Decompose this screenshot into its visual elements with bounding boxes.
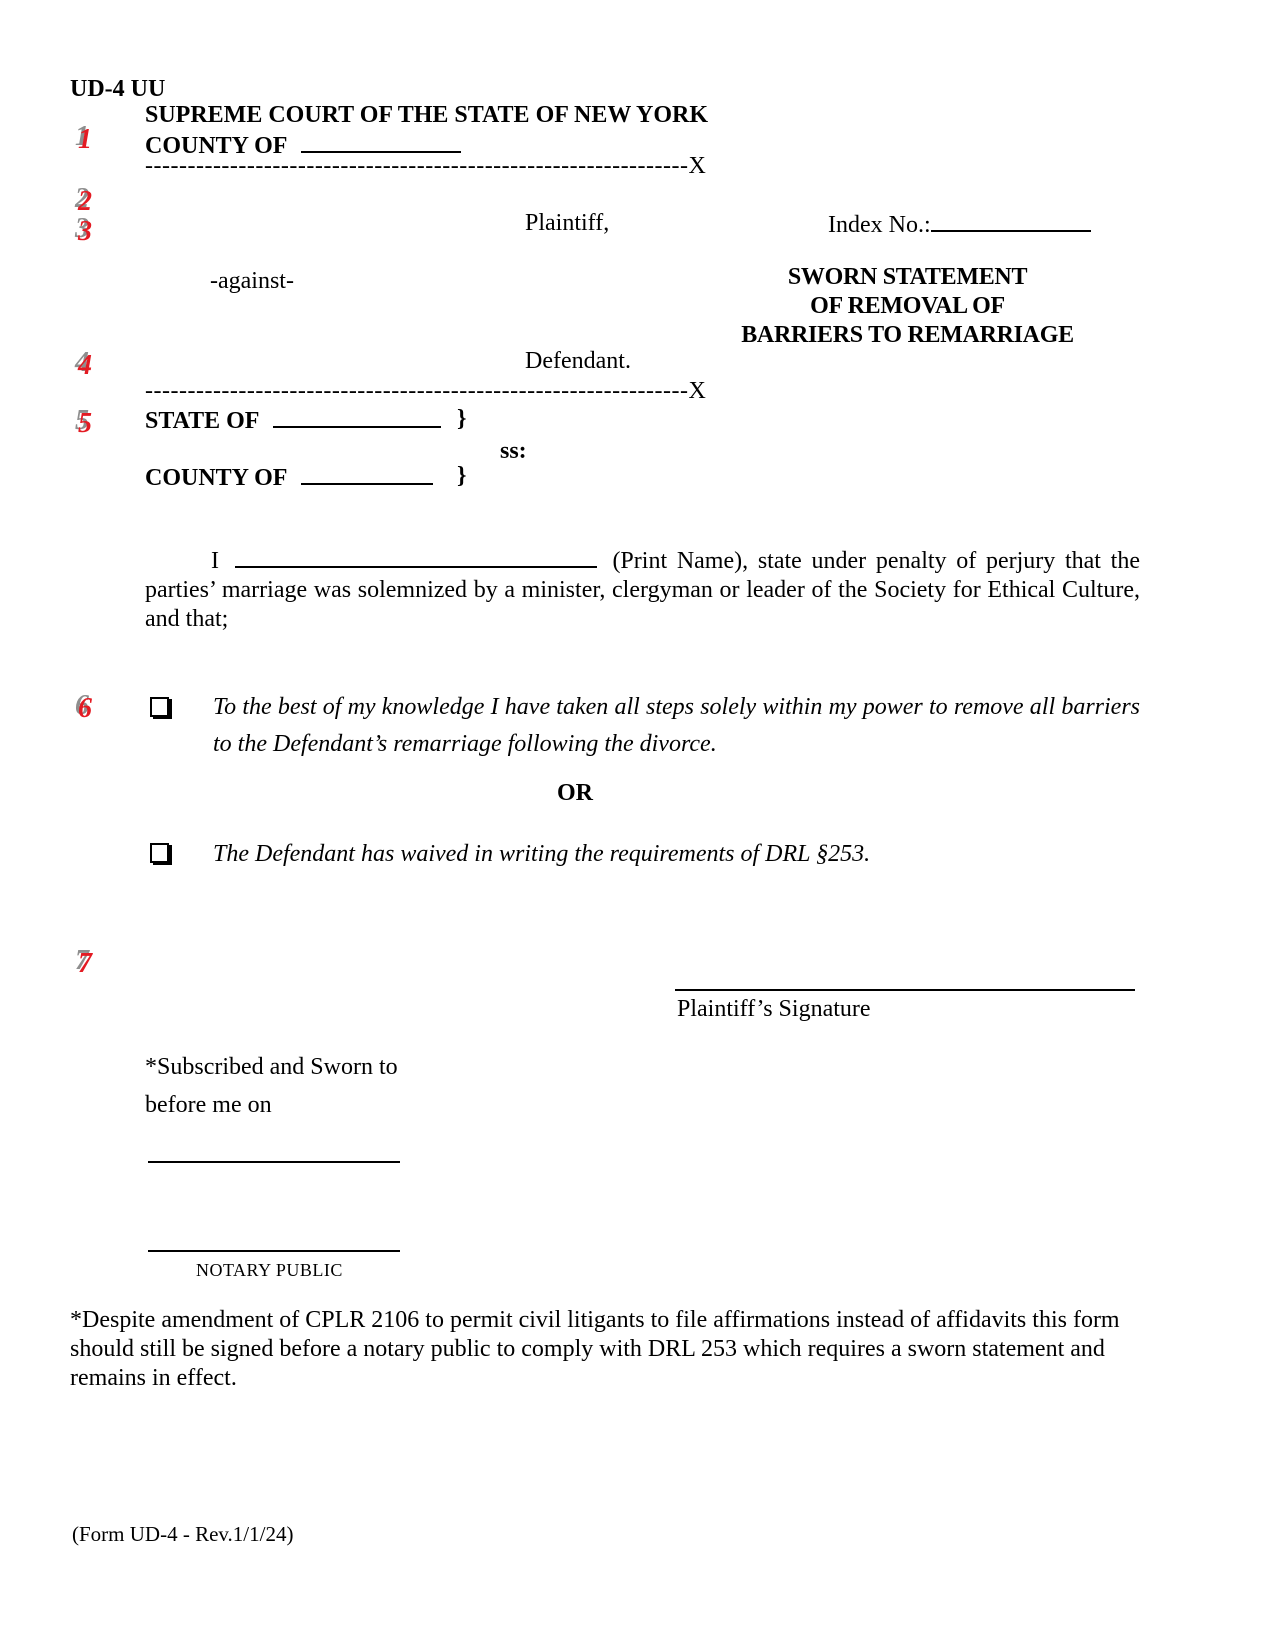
index-no-blank-field[interactable] xyxy=(931,210,1091,232)
or-label: OR xyxy=(557,780,593,806)
venue-county-blank-field[interactable] xyxy=(301,463,433,485)
document-title xyxy=(735,263,1080,350)
margin-number-6: 6 xyxy=(78,693,92,724)
document-title-line-1: SWORN STATEMENT xyxy=(787,264,1028,290)
option-2-text: The Defendant has waived in writing the requirements of DRL §253. xyxy=(213,841,871,867)
sworn-line-1: *Subscribed and Sworn to xyxy=(145,1054,398,1080)
notary-signature-line[interactable] xyxy=(148,1250,400,1252)
plaintiff-signature-line[interactable] xyxy=(675,989,1135,991)
index-no-label: Index No.: xyxy=(828,212,931,238)
document-title-line-2: OF REMOVAL OF xyxy=(810,293,1005,319)
sworn-date-line[interactable] xyxy=(148,1161,400,1163)
venue-county-label: COUNTY OF xyxy=(145,465,287,491)
notary-public-label: NOTARY PUBLIC xyxy=(196,1260,343,1280)
document-title-line-3: BARRIERS TO REMARRIAGE xyxy=(741,322,1074,348)
margin-number-5: 5 xyxy=(78,408,92,439)
margin-number-3: 3 xyxy=(78,216,92,247)
against-label: -against- xyxy=(210,268,294,294)
form-code: UD-4 UU xyxy=(70,76,166,102)
caption-county-label: COUNTY OF xyxy=(145,133,287,159)
caption-county-blank-field[interactable] xyxy=(301,131,461,153)
margin-number-2: 2 xyxy=(78,186,92,217)
option-1-checkbox[interactable] xyxy=(150,697,169,717)
caption-divider-bottom: ----------------------------------------------------------------X xyxy=(145,378,707,404)
venue-state-label: STATE OF xyxy=(145,408,259,434)
venue-state-blank-field[interactable] xyxy=(273,406,441,428)
option-2-checkbox[interactable] xyxy=(150,843,169,863)
sworn-line-2: before me on xyxy=(145,1092,272,1118)
defendant-label: Defendant. xyxy=(525,348,631,374)
option-1-text: To the best of my knowledge I have taken all steps solely within my power to remove all barriers to the Defendant’s remarriage following the divorce. xyxy=(213,694,1140,757)
sworn-block xyxy=(145,1048,398,1124)
statement-paragraph xyxy=(145,546,1140,634)
form-revision-footer: (Form UD-4 - Rev.1/1/24) xyxy=(72,1522,294,1546)
statement-body: (Print Name), state under penalty of perjury that the parties’ marriage was solemnized by a minister, clergyman or leader of the Society for Ethical Culture, and that; xyxy=(145,548,1140,632)
venue-ss-label: ss: xyxy=(500,438,527,464)
margin-number-7: 7 xyxy=(78,948,92,979)
venue-county-row xyxy=(145,463,485,492)
footnote: *Despite amendment of CPLR 2106 to permit civil litigants to file affirmations instead of affidavits this form should still be signed before a notary public to comply with DRL 253 which requires a sworn statement and remains in effect. xyxy=(70,1307,1120,1391)
plaintiff-signature-label: Plaintiff’s Signature xyxy=(677,996,871,1022)
print-name-blank-field[interactable] xyxy=(235,546,597,568)
venue-state-row xyxy=(145,406,485,435)
venue-brace-top: } xyxy=(457,406,467,432)
margin-number-1: 1 xyxy=(78,124,92,155)
caption-divider-top: ----------------------------------------------------------------X xyxy=(145,153,707,179)
margin-number-4: 4 xyxy=(78,350,92,381)
venue-brace-bottom: } xyxy=(457,463,467,489)
index-no-row xyxy=(828,210,1091,239)
court-title: SUPREME COURT OF THE STATE OF NEW YORK xyxy=(145,102,709,128)
statement-lead: I xyxy=(211,548,219,574)
plaintiff-label: Plaintiff, xyxy=(525,210,610,236)
